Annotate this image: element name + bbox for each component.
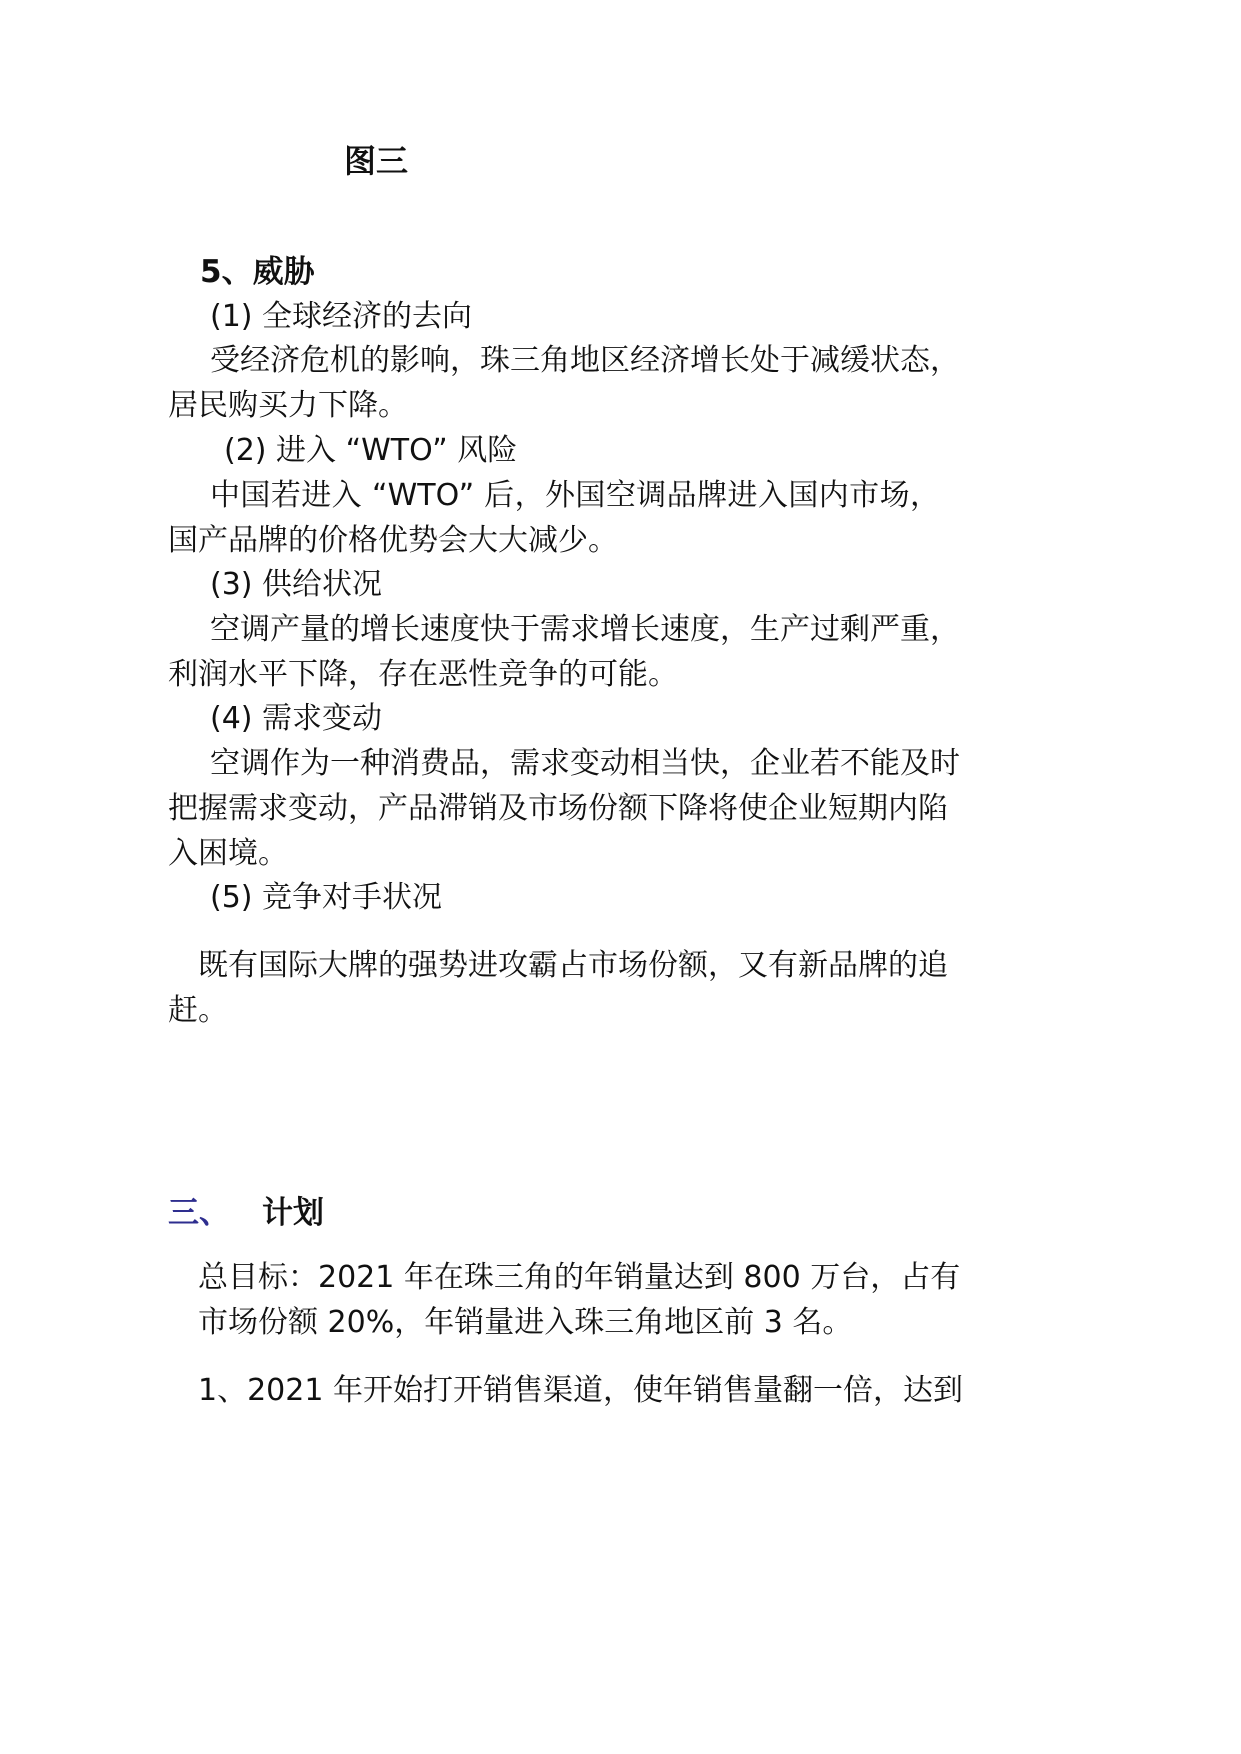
threat-item-1-body-line: 居民购买力下降。: [168, 388, 408, 423]
threat-item-5-body-line: 既有国际大牌的强势进攻霸占市场份额，又有新品牌的追: [198, 948, 948, 983]
threat-item-4-body-line: 入困境。: [168, 836, 288, 871]
threats-heading: 5、威胁: [200, 254, 315, 290]
figure-caption: 图三: [344, 142, 409, 180]
plan-step-1-line: 1、2021 年开始打开销售渠道，使年销售量翻一倍，达到: [198, 1373, 963, 1408]
threat-item-2-title: (2) 进入 “WTO” 风险: [224, 433, 518, 468]
threat-item-3-body-line: 利润水平下降，存在恶性竞争的可能。: [168, 657, 678, 692]
threat-item-1-body-line: 受经济危机的影响，珠三角地区经济增长处于减缓状态，: [210, 343, 960, 378]
threat-item-4-body-line: 空调作为一种消费品，需求变动相当快，企业若不能及时: [210, 746, 960, 781]
threat-item-5-title: (5) 竞争对手状况: [210, 880, 443, 915]
plan-section-title: 计划: [262, 1195, 324, 1231]
plan-section-heading: [168, 1193, 324, 1233]
plan-section-number: 三、: [168, 1195, 230, 1231]
plan-goal-line: 总目标：2021 年在珠三角的年销量达到 800 万台，占有: [198, 1260, 961, 1295]
threat-item-3-title: (3) 供给状况: [210, 567, 383, 602]
plan-goal-line: 市场份额 20%，年销量进入珠三角地区前 3 名。: [198, 1305, 853, 1340]
threat-item-1-title: (1) 全球经济的去向: [210, 299, 473, 334]
threat-item-4-title: (4) 需求变动: [210, 701, 383, 736]
threat-item-2-body-line: 中国若进入 “WTO” 后，外国空调品牌进入国内市场，: [210, 478, 940, 513]
threat-item-5-body-line: 赶。: [168, 993, 228, 1028]
threat-item-3-body-line: 空调产量的增长速度快于需求增长速度，生产过剩严重，: [210, 612, 960, 647]
threat-item-4-body-line: 把握需求变动，产品滞销及市场份额下降将使企业短期内陷: [168, 791, 948, 826]
threat-item-2-body-line: 国产品牌的价格优势会大大减少。: [168, 523, 618, 558]
